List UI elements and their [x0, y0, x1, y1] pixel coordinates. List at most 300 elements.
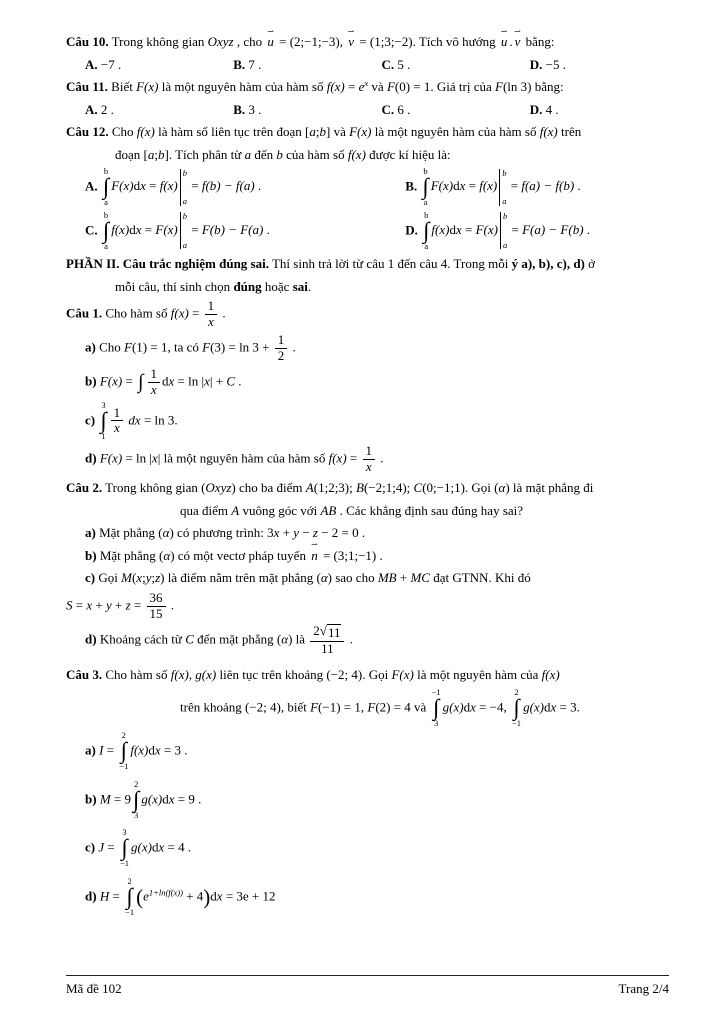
answer-option-A — [85, 100, 233, 120]
vector-letter: v — [514, 34, 521, 49]
integral-upper-limit: b — [424, 209, 429, 220]
bold-text: PHẦN II. Câu trắc nghiệm đúng sai. — [66, 256, 269, 272]
bold-text: Câu 11. — [66, 79, 108, 94]
math-variable: g(x) — [442, 698, 464, 714]
math-variable: f(x) — [159, 178, 178, 194]
math-variable: C — [226, 373, 235, 389]
text-run: d — [162, 790, 169, 806]
integral-lower-limit: 3 — [134, 809, 139, 820]
text-run: = — [508, 221, 523, 237]
text-run: Cho — [95, 339, 125, 355]
bold-text: sai — [292, 278, 308, 294]
integral-lower-limit: −1 — [119, 761, 129, 772]
math-variable: g(x) — [523, 698, 544, 714]
integral-upper-limit: 2 — [514, 686, 519, 697]
text-run: được kí hiệu là: — [365, 146, 451, 162]
integral — [103, 167, 109, 208]
math-variable: F(x) — [475, 221, 498, 237]
text-run: = — [122, 373, 137, 389]
text-run: ; — [315, 124, 320, 139]
q2-c — [66, 568, 678, 588]
text-run: − 2 = 0 . — [317, 525, 366, 541]
math-variable: α — [498, 480, 506, 496]
math-variable: S — [66, 597, 73, 613]
text-run: Mặt phẳng ( — [96, 547, 164, 563]
q3-a — [66, 731, 678, 772]
integral — [100, 401, 106, 442]
answer-option-B — [233, 55, 381, 75]
text-run: . — [234, 373, 242, 389]
evaluation-bar — [499, 169, 506, 206]
option-label: B. — [233, 101, 246, 117]
math-variable: F(x) — [99, 373, 123, 389]
q3-d — [66, 877, 678, 918]
fraction-denominator — [363, 460, 376, 475]
option-value — [397, 57, 410, 72]
integral-lower-limit: −1 — [119, 858, 130, 869]
integral — [422, 167, 428, 208]
text-run: ) sao cho — [327, 570, 378, 586]
text-run: + — [111, 597, 126, 613]
q2-stem-1 — [66, 478, 678, 498]
math-variable: x — [135, 221, 142, 237]
math-variable: a — [309, 124, 316, 139]
integral-sign-icon: ∫ — [513, 694, 520, 720]
superscript: x — [364, 78, 369, 88]
text-run: = 3e + 12 — [222, 887, 276, 903]
integral — [423, 211, 429, 252]
math-variable: x — [459, 178, 466, 194]
math-variable: f(x) — [479, 178, 498, 194]
text-run: (−1) = 1, — [318, 698, 368, 714]
integral-lower-limit: a — [104, 240, 108, 251]
math-variable: f(b) − f(a) — [201, 178, 255, 194]
text-run: + — [279, 525, 294, 541]
math-variable: f(x) — [170, 305, 189, 321]
text-run: + — [396, 570, 411, 586]
text-run: d — [453, 178, 460, 194]
integral — [120, 828, 129, 869]
text-run: ; — [154, 146, 158, 162]
text-run: (1) = 1, ta có — [131, 339, 203, 355]
integral-lower-limit: −1 — [512, 717, 522, 728]
math-variable: f(a) − f(b) — [521, 178, 575, 194]
text-run: 2 . — [100, 101, 114, 117]
math-variable: H — [99, 887, 110, 903]
integral-sign-icon: ∫ — [138, 371, 144, 394]
math-variable: g(x) — [195, 667, 217, 682]
math-variable: x — [140, 178, 146, 194]
evaluation-bar — [180, 212, 187, 249]
integral-lower-limit: a — [104, 197, 108, 208]
vector-arrow-icon: ⇀ — [347, 26, 355, 36]
text-run: d — [151, 839, 159, 855]
text-run: 2 — [313, 623, 320, 639]
bold-text: d) — [85, 887, 97, 903]
integral-upper-limit: 2 — [127, 875, 132, 886]
math-variable: A — [305, 480, 314, 496]
text-run: | + — [209, 373, 227, 389]
text-run: = — [507, 178, 522, 194]
math-variable: F(x) — [136, 79, 159, 94]
text-run: 4 . — [545, 101, 559, 117]
answer-option-C — [85, 211, 405, 252]
math-variable: x — [550, 698, 557, 714]
text-run: = — [141, 221, 156, 237]
text-run: = (3;1;−1) . — [319, 547, 383, 563]
text-run: ) có một vectơ pháp tuyến — [170, 547, 310, 563]
text-run: d — [210, 887, 217, 903]
bold-text: a) — [85, 525, 96, 541]
integral — [512, 688, 521, 729]
math-variable: a — [147, 146, 155, 162]
vector-letter: u — [267, 34, 274, 49]
q1-d — [66, 444, 678, 475]
text-run: 2 — [277, 347, 285, 363]
integral-sign-icon: ∫ — [102, 174, 110, 200]
text-run: Trong không gian — [108, 34, 208, 49]
text-run: ) có phương trình: 3 — [169, 525, 274, 541]
text-run: 15 — [149, 605, 163, 621]
math-variable: f(x) — [130, 742, 149, 758]
integral-lower-limit: −1 — [125, 906, 135, 917]
q3-stem-1 — [66, 665, 678, 685]
math-variable: α — [281, 631, 289, 647]
option-value — [546, 57, 566, 72]
text-run: Cho hàm số — [102, 305, 171, 321]
integral-lower-limit: a — [423, 197, 428, 208]
text-run: là hàm số liên tục trên đoạn [ — [154, 124, 310, 139]
q12-options-ab — [66, 167, 678, 208]
text-run: = ln 3. — [140, 411, 178, 427]
math-variable: f(x) — [326, 79, 345, 94]
bold-text: b) — [85, 373, 97, 389]
evaluation-upper-limit: b — [182, 211, 187, 222]
math-variable: x — [136, 570, 143, 586]
text-run: 1 — [113, 404, 121, 420]
text-run: đến mặt phẳng ( — [193, 631, 282, 647]
text-run: = (1;3;−2). Tích vô hướng — [356, 34, 499, 49]
text-run: , — [188, 667, 196, 682]
fraction-denominator — [310, 642, 344, 657]
option-label: A. — [85, 56, 98, 72]
evaluation-bar — [180, 169, 187, 206]
vector-symbol — [346, 26, 356, 52]
math-variable: α — [320, 570, 328, 586]
option-label: C. — [381, 101, 395, 117]
text-run: = 4 . — [164, 839, 192, 855]
fraction-numerator — [363, 444, 376, 460]
radical-sign-icon: √ — [319, 623, 327, 639]
math-variable: A — [231, 502, 240, 518]
math-variable: b — [157, 146, 165, 162]
text-run: d — [133, 178, 141, 194]
option-value — [397, 102, 410, 117]
math-variable: y — [145, 570, 152, 586]
text-run: . — [289, 339, 296, 355]
text-run: ( — [131, 570, 137, 586]
text-run: d — [463, 698, 471, 714]
math-variable: M — [99, 790, 111, 806]
vector-symbol — [309, 540, 320, 566]
q1-stem — [66, 299, 678, 330]
bold-text: đúng — [233, 278, 262, 294]
fraction-numerator — [310, 624, 344, 642]
answer-option-C — [382, 100, 530, 120]
text-run: d — [148, 742, 155, 758]
text-run: Mặt phẳng ( — [95, 525, 163, 541]
text-run: , cho — [233, 34, 266, 49]
text-run: ) cho ba điểm — [231, 480, 306, 496]
integral-sign-icon: ∫ — [133, 786, 140, 812]
math-variable: x — [150, 381, 157, 397]
math-variable: F(x) — [349, 124, 372, 139]
text-run: = — [188, 178, 202, 194]
text-run: = ln | — [122, 450, 152, 466]
math-variable: F — [124, 339, 132, 355]
text-run: −7 . — [100, 56, 122, 72]
math-variable: z — [155, 570, 161, 586]
answer-option-A — [85, 167, 405, 208]
math-variable: I — [99, 742, 104, 758]
text-run: = ln | — [174, 373, 205, 389]
text-run: Khoảng cách từ — [96, 631, 186, 647]
integral-lower-limit: 3 — [433, 717, 439, 728]
fraction-numerator — [275, 333, 288, 349]
bold-text: Câu 3. — [66, 667, 103, 682]
text-run: 36 — [149, 589, 163, 605]
q1-c — [66, 401, 678, 442]
text-run: ) là — [288, 631, 309, 647]
text-run: = 3 . — [160, 742, 188, 758]
math-variable: e — [143, 887, 149, 903]
option-value — [546, 102, 559, 117]
option-label: C. — [381, 56, 395, 72]
text-run: = — [461, 221, 476, 237]
evaluation-bar — [500, 212, 507, 249]
part2-heading-2 — [66, 277, 678, 297]
text-run: và — [368, 79, 387, 94]
text-run: Gọi — [95, 570, 122, 586]
math-variable: B — [356, 480, 364, 496]
bold-text: Câu 2. — [66, 480, 103, 496]
text-run: 7 . — [248, 56, 262, 72]
text-run: đoạn [ — [115, 146, 148, 162]
integral — [119, 731, 128, 772]
option-label: D. — [405, 221, 418, 237]
bold-text: d) — [85, 631, 97, 647]
math-variable: g(x) — [141, 790, 163, 806]
text-run: = (2;−1;−3), — [275, 34, 347, 49]
integral-sign-icon: ∫ — [121, 835, 128, 861]
bold-text: Câu 12. — [66, 124, 109, 139]
text-run: 1 — [277, 331, 285, 347]
vector-letter: u — [500, 34, 508, 49]
q3-stem-2 — [66, 688, 678, 729]
text-run: là một nguyên hàm của hàm số — [371, 124, 540, 139]
text-run: Trong không gian ( — [102, 480, 206, 496]
text-run: = — [346, 450, 361, 466]
fraction-numerator — [147, 591, 166, 607]
integral — [138, 372, 143, 392]
integral-sign-icon: ∫ — [102, 217, 110, 243]
math-variable: C — [413, 480, 423, 496]
math-variable: M — [121, 570, 132, 586]
option-value — [101, 57, 121, 72]
text-run: = — [109, 887, 124, 903]
q2-d — [66, 624, 678, 657]
text-run: (0) = 1. Giá trị của — [394, 79, 495, 94]
option-value — [420, 166, 581, 208]
text-run: = 3. — [556, 698, 580, 714]
math-variable: x — [455, 221, 462, 237]
math-variable: f(x) — [136, 124, 155, 139]
bold-text: a) — [85, 339, 96, 355]
math-variable: z — [312, 525, 318, 541]
answer-option-D — [405, 211, 678, 252]
math-variable: x — [151, 450, 158, 466]
math-variable: AB — [320, 502, 337, 518]
vector-symbol — [499, 26, 513, 52]
text-run: của hàm số — [282, 146, 348, 162]
document-body — [66, 26, 678, 920]
vector-arrow-icon: ⇀ — [267, 26, 274, 36]
q3-b — [66, 780, 678, 821]
fraction-denominator — [147, 607, 166, 622]
math-variable: C — [185, 631, 194, 647]
big-parenthesis: ) — [203, 884, 211, 909]
option-value — [101, 102, 114, 117]
text-run: vuông góc với — [239, 502, 321, 518]
q10-options — [66, 55, 678, 75]
math-variable: f(x) — [328, 450, 347, 466]
fraction — [111, 406, 124, 437]
math-variable: x — [114, 420, 120, 436]
text-run: . — [583, 221, 591, 237]
square-root — [320, 624, 342, 641]
answer-option-C — [382, 55, 530, 75]
text-run: d — [544, 698, 551, 714]
text-run: = — [188, 221, 202, 237]
superscript: 1+ln(f(x)) — [148, 886, 183, 897]
integral-sign-icon: ∫ — [120, 738, 127, 764]
integral — [125, 877, 134, 918]
math-variable: x — [273, 525, 280, 541]
page-footer — [66, 975, 669, 999]
math-variable: b — [319, 124, 326, 139]
answer-option-D — [530, 55, 678, 75]
evaluation-lower-limit: a — [182, 196, 187, 207]
option-label: D. — [529, 101, 543, 117]
bold-text: b) — [85, 547, 97, 563]
math-variable: x — [168, 373, 175, 389]
text-run: . — [509, 34, 513, 49]
fraction-numerator — [111, 406, 124, 422]
math-variable: dx — [128, 411, 141, 427]
evaluation-upper-limit: b — [502, 211, 508, 222]
text-run: Cho — [108, 124, 137, 139]
text-run: d — [129, 221, 136, 237]
text-run: . — [167, 597, 174, 613]
q2-c-s — [66, 591, 678, 622]
text-run: (2) = 4 và — [375, 698, 430, 714]
answer-option-B — [405, 167, 678, 208]
integral-upper-limit: 3 — [122, 827, 127, 838]
bold-text: a) — [85, 742, 96, 758]
integral — [133, 780, 139, 821]
math-variable: F — [310, 698, 319, 714]
integral-upper-limit: −1 — [431, 686, 441, 697]
integral-upper-limit: 2 — [121, 730, 126, 741]
text-run: hoặc — [261, 278, 293, 294]
math-variable: F(b) − F(a) — [201, 221, 264, 237]
evaluation-lower-limit: a — [502, 196, 507, 207]
integral-sign-icon: ∫ — [423, 217, 430, 243]
text-run: mỗi câu, thí sinh chọn — [115, 278, 234, 294]
fraction-numerator — [205, 299, 218, 315]
text-run: đến — [251, 146, 277, 162]
text-run: = — [72, 597, 87, 613]
option-value — [248, 57, 261, 72]
math-variable: f(x) — [347, 146, 366, 162]
text-run: (0;−1;1). Gọi ( — [422, 480, 499, 496]
text-run: = — [465, 178, 480, 194]
text-run: = — [344, 79, 359, 94]
q11-stem — [66, 77, 678, 97]
text-run: là một nguyên hàm của — [413, 667, 542, 682]
radicand: 11 — [327, 625, 341, 641]
q3-c — [66, 828, 678, 869]
fraction — [148, 367, 161, 398]
vector-letter: v — [348, 34, 355, 49]
math-variable: y — [105, 597, 112, 613]
vector-arrow-icon: ⇀ — [500, 26, 508, 36]
option-label: B. — [405, 178, 418, 194]
fraction-numerator — [148, 367, 161, 383]
text-run: 1 — [207, 298, 215, 314]
text-run: Thí sinh trả lời từ câu 1 đến câu 4. Trong mỗi — [268, 256, 512, 272]
fraction — [147, 591, 166, 622]
text-run: ở — [584, 256, 595, 272]
text-run: 1 — [150, 365, 158, 381]
bold-text: ý a), b), c), d) — [511, 256, 585, 272]
text-run: ) là mặt phẳng đi — [505, 480, 594, 496]
q1-b — [66, 367, 678, 398]
math-variable: f(x) — [111, 221, 130, 237]
q11-options — [66, 100, 678, 120]
math-variable: g(x) — [131, 839, 152, 855]
text-run: . — [377, 450, 384, 466]
math-variable: Oxyz — [207, 34, 234, 49]
bold-text: Câu 10. — [66, 34, 109, 49]
text-run: (−2;1;4); — [363, 480, 414, 496]
text-run: ) là điểm nằm trên mặt phẳng ( — [160, 570, 321, 586]
q12-stem-1 — [66, 122, 678, 142]
math-variable: f(x) — [541, 667, 560, 682]
text-run: 5 . — [397, 56, 411, 72]
text-run: = — [188, 305, 203, 321]
math-variable: a — [244, 146, 252, 162]
integral-sign-icon: ∫ — [432, 694, 440, 720]
option-label: A. — [85, 101, 98, 117]
math-variable: x — [208, 314, 214, 329]
text-run: | là một nguyên hàm của hàm số — [157, 450, 329, 466]
text-run: (3) = ln 3 + — [210, 339, 273, 355]
option-label: D. — [529, 56, 543, 72]
text-run: −5 . — [545, 56, 566, 72]
option-value — [101, 166, 262, 208]
answer-option-A — [85, 55, 233, 75]
